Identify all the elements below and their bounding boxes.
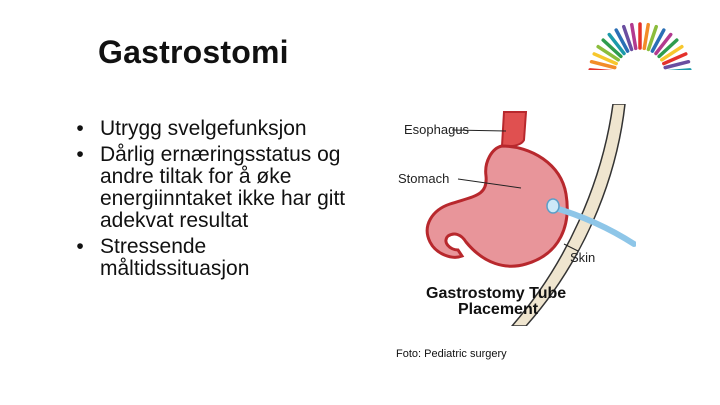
figure-caption: Foto: Pediatric surgery bbox=[396, 348, 507, 360]
bullet-list bbox=[60, 118, 360, 284]
bullet-item bbox=[60, 236, 360, 280]
figure-heading-line2: Placement bbox=[458, 301, 539, 318]
bullet-text: Stressende måltidssituasjon bbox=[100, 235, 250, 280]
label-stomach: Stomach bbox=[398, 171, 450, 186]
tube-balloon bbox=[547, 199, 559, 213]
gastrostomy-illustration bbox=[366, 104, 636, 326]
label-skin: Skin bbox=[570, 250, 596, 265]
bullet-item bbox=[60, 118, 360, 140]
fan-stroke bbox=[632, 25, 636, 49]
bullet-dot-icon: • bbox=[76, 235, 84, 258]
figure-heading-line1: Gastrostomy Tube bbox=[426, 285, 567, 302]
slide-title: Gastrostomi bbox=[98, 34, 289, 70]
bullet-text: Dårlig ernæringsstatus og andre tiltak for å øke energiinntaket ikke har gitt adekvat resultat bbox=[100, 143, 346, 232]
fan-stroke bbox=[644, 25, 648, 49]
esophagus-shape bbox=[502, 112, 526, 146]
stomach-shape bbox=[427, 146, 567, 266]
bullet-item bbox=[60, 144, 360, 232]
bullet-text: Utrygg svelgefunksjon bbox=[100, 117, 307, 140]
bullet-dot-icon: • bbox=[76, 117, 84, 140]
label-esophagus: Esophagus bbox=[404, 122, 470, 137]
colorful-fan-logo-icon bbox=[585, 12, 695, 70]
bullet-dot-icon: • bbox=[76, 143, 84, 166]
